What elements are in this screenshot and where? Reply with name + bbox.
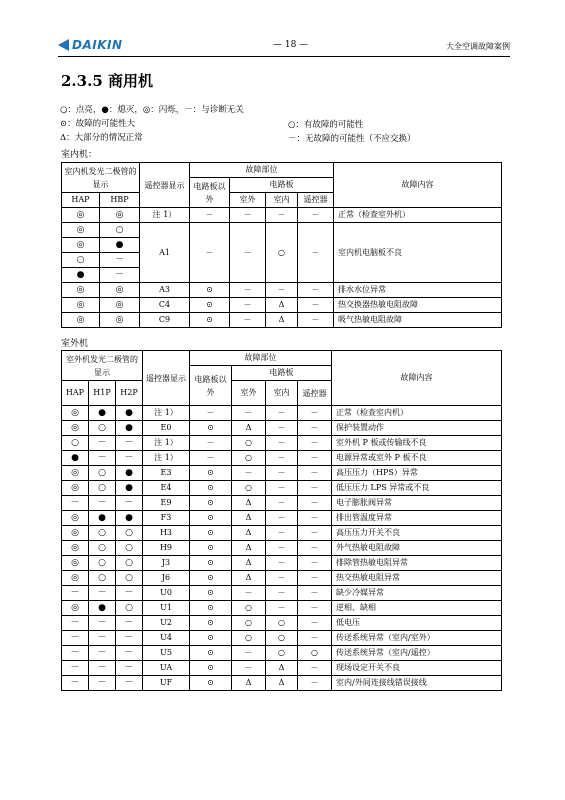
fault-pcb-1-cell: － <box>232 646 266 661</box>
led-hap-cell: ◎ <box>62 571 89 586</box>
led-hap-cell: ◎ <box>62 601 89 616</box>
fault-pcb-3-cell: － <box>298 586 332 601</box>
remote-code-cell: 注 1） <box>143 451 190 466</box>
legend-line-3b: －：无故障的可能性（不应交换） <box>288 134 416 144</box>
remote-code-cell: 注 1） <box>143 406 190 421</box>
fault-pcb-3-cell: － <box>298 481 332 496</box>
remote-code-cell: C4 <box>140 298 190 313</box>
led-h2p-cell: ○ <box>116 571 143 586</box>
fault-description-cell: 正常（检查室外机） <box>334 208 502 223</box>
led-hap-cell: ● <box>62 451 89 466</box>
fault-other-cell: － <box>190 451 232 466</box>
led-h1p-cell: ○ <box>89 466 116 481</box>
remote-code-cell: U0 <box>143 586 190 601</box>
remote-code-cell: U4 <box>143 631 190 646</box>
book-title: 大全空调故障案例 <box>446 42 510 51</box>
remote-code-cell: U5 <box>143 646 190 661</box>
outdoor-h1p-header: H1P <box>89 381 116 406</box>
section-title: 2.3.5 商用机 <box>61 72 153 90</box>
led-hap-cell: － <box>62 631 89 646</box>
indoor-table <box>61 162 502 328</box>
led-hap-cell: ◎ <box>62 238 100 253</box>
indoor-pcb-2-header: 室内 <box>266 193 298 208</box>
fault-pcb-1-cell: Δ <box>232 556 266 571</box>
outdoor-pcb-3-header: 遥控器 <box>298 381 332 406</box>
remote-code-cell: J6 <box>143 571 190 586</box>
led-hap-cell: － <box>62 496 89 511</box>
remote-code-cell: E9 <box>143 496 190 511</box>
legend-line-1: ○：点亮，●：熄灭，◎：闪烁，－：与诊断无关 <box>60 105 244 115</box>
outdoor-remote-header: 遥控器显示 <box>143 351 190 406</box>
fault-other-cell: ⊙ <box>190 511 232 526</box>
led-hbp-cell: ◎ <box>100 208 140 223</box>
fault-pcb-2-cell: ○ <box>266 223 298 283</box>
fault-other-cell: ⊙ <box>190 421 232 436</box>
fault-pcb-2-cell: Δ <box>266 661 298 676</box>
led-h1p-cell: ○ <box>89 481 116 496</box>
table-row <box>62 436 502 451</box>
fault-other-cell: ⊙ <box>190 631 232 646</box>
fault-pcb-1-cell: ○ <box>232 631 266 646</box>
remote-code-cell: J3 <box>143 556 190 571</box>
table-row <box>62 676 502 691</box>
table-row <box>62 208 502 223</box>
fault-pcb-1-cell: － <box>232 661 266 676</box>
fault-pcb-2-cell: ○ <box>266 616 298 631</box>
fault-pcb-2-cell: Δ <box>266 676 298 691</box>
led-hap-cell: ◎ <box>62 208 100 223</box>
led-hap-cell: ◎ <box>62 556 89 571</box>
fault-description-cell: 缺少冷媒异常 <box>332 586 502 601</box>
fault-other-cell: ⊙ <box>190 646 232 661</box>
fault-pcb-1-cell: － <box>230 283 266 298</box>
fault-pcb-2-cell: － <box>266 451 298 466</box>
fault-pcb-1-cell: ○ <box>232 481 266 496</box>
led-h2p-cell: － <box>116 436 143 451</box>
fault-description-cell: 室内机电脑板不良 <box>334 223 502 283</box>
outdoor-h2p-header: H2P <box>116 381 143 406</box>
fault-pcb-2-cell: － <box>266 208 298 223</box>
fault-other-cell: ⊙ <box>190 616 232 631</box>
fault-other-cell: ⊙ <box>190 541 232 556</box>
table-row <box>62 616 502 631</box>
fault-pcb-1-cell: － <box>230 208 266 223</box>
legend-line-2b: ○：有故障的可能性 <box>288 120 364 130</box>
led-h2p-cell: － <box>116 646 143 661</box>
fault-pcb-1-cell: － <box>230 223 266 283</box>
fault-pcb-3-cell: － <box>298 571 332 586</box>
led-h1p-cell: － <box>89 496 116 511</box>
fault-other-cell: ⊙ <box>190 481 232 496</box>
table-row <box>62 571 502 586</box>
fault-pcb-1-cell: ○ <box>232 601 266 616</box>
fault-pcb-3-cell: － <box>298 466 332 481</box>
led-hap-cell: ○ <box>62 253 100 268</box>
fault-pcb-1-cell: － <box>232 406 266 421</box>
remote-code-cell: UA <box>143 661 190 676</box>
led-hap-cell: － <box>62 661 89 676</box>
fault-description-cell: 低压压力 LPS 异常或不良 <box>332 481 502 496</box>
led-hap-cell: ◎ <box>62 421 89 436</box>
table-row <box>62 556 502 571</box>
fault-pcb-3-cell: － <box>298 511 332 526</box>
fault-description-cell: 高压压力（HPS）异常 <box>332 466 502 481</box>
remote-code-cell: E4 <box>143 481 190 496</box>
led-h1p-cell: － <box>89 586 116 601</box>
led-hap-cell: － <box>62 586 89 601</box>
fault-pcb-1-cell: Δ <box>232 511 266 526</box>
logo-text: DAIKIN <box>72 38 123 52</box>
led-hbp-cell: ● <box>100 238 140 253</box>
led-hbp-cell: － <box>100 268 140 283</box>
legend-line-2a: ⊙：故障的可能性大 <box>60 119 136 129</box>
remote-code-cell: C9 <box>140 313 190 328</box>
fault-pcb-2-cell: － <box>266 466 298 481</box>
led-h2p-cell: ○ <box>116 601 143 616</box>
fault-description-cell: 高压压力开关不良 <box>332 526 502 541</box>
fault-pcb-1-cell: － <box>232 586 266 601</box>
led-hap-cell: ◎ <box>62 466 89 481</box>
fault-description-cell: 传送系统异常（室内/室外） <box>332 631 502 646</box>
indoor-fault-part-header: 故障部位 <box>190 163 334 178</box>
fault-description-cell: 排出管温度异常 <box>332 511 502 526</box>
led-h2p-cell: － <box>116 631 143 646</box>
led-hap-cell: － <box>62 616 89 631</box>
led-h1p-cell: － <box>89 451 116 466</box>
remote-code-cell: H3 <box>143 526 190 541</box>
fault-pcb-3-cell: － <box>298 616 332 631</box>
led-h2p-cell: ● <box>116 481 143 496</box>
outdoor-table <box>61 350 502 691</box>
led-h2p-cell: ○ <box>116 526 143 541</box>
led-h1p-cell: ● <box>89 601 116 616</box>
indoor-hap-header: HAP <box>62 193 100 208</box>
led-hbp-cell: ○ <box>100 223 140 238</box>
indoor-caption: 室内机： <box>61 150 98 160</box>
led-h2p-cell: ● <box>116 421 143 436</box>
fault-description-cell: 热交热敏电阻异常 <box>332 571 502 586</box>
led-h1p-cell: ○ <box>89 541 116 556</box>
remote-code-cell: A3 <box>140 283 190 298</box>
daikin-logo <box>58 38 123 52</box>
fault-pcb-2-cell: ○ <box>266 631 298 646</box>
fault-description-cell: 排水水位异常 <box>334 283 502 298</box>
fault-pcb-3-cell: － <box>298 283 334 298</box>
fault-description-cell: 外气热敏电阻故障 <box>332 541 502 556</box>
table-row <box>62 496 502 511</box>
fault-pcb-3-cell: － <box>298 436 332 451</box>
led-h2p-cell: － <box>116 661 143 676</box>
indoor-pcb-3-header: 遥控器 <box>298 193 334 208</box>
table-row <box>62 223 502 238</box>
fault-description-cell: 室外机 P 板或传输线不良 <box>332 436 502 451</box>
daikin-logo-icon <box>58 39 69 51</box>
led-hbp-cell: ◎ <box>100 313 140 328</box>
fault-description-cell: 正常（检查室内机） <box>332 406 502 421</box>
fault-pcb-1-cell: Δ <box>232 541 266 556</box>
led-hap-cell: ○ <box>62 436 89 451</box>
fault-pcb-3-cell: － <box>298 526 332 541</box>
led-h1p-cell: ● <box>89 406 116 421</box>
fault-pcb-3-cell: － <box>298 313 334 328</box>
fault-description-cell: 电子膨胀阀异常 <box>332 496 502 511</box>
table-row <box>62 283 502 298</box>
led-hap-cell: ◎ <box>62 406 89 421</box>
outdoor-led-header: 室外机发光二极管的显示 <box>62 351 143 381</box>
fault-other-cell: － <box>190 208 230 223</box>
fault-other-cell: ⊙ <box>190 313 230 328</box>
fault-pcb-3-cell: － <box>298 406 332 421</box>
led-hap-cell: － <box>62 646 89 661</box>
remote-code-cell: A1 <box>140 223 190 283</box>
fault-other-cell: ⊙ <box>190 571 232 586</box>
fault-other-cell: ⊙ <box>190 556 232 571</box>
fault-pcb-1-cell: － <box>230 313 266 328</box>
outdoor-other-header: 电路板以外 <box>190 366 232 406</box>
table-row <box>62 631 502 646</box>
led-hbp-cell: ◎ <box>100 283 140 298</box>
fault-description-cell: 传送系统异常（室内/遥控） <box>332 646 502 661</box>
remote-code-cell: U2 <box>143 616 190 631</box>
fault-other-cell: ⊙ <box>190 526 232 541</box>
led-h1p-cell: － <box>89 646 116 661</box>
remote-code-cell: H9 <box>143 541 190 556</box>
fault-pcb-3-cell: － <box>298 208 334 223</box>
led-h2p-cell: － <box>116 676 143 691</box>
led-hap-cell: ◎ <box>62 526 89 541</box>
fault-other-cell: － <box>190 223 230 283</box>
fault-pcb-2-cell: － <box>266 283 298 298</box>
indoor-remote-header: 遥控器显示 <box>140 163 190 208</box>
outdoor-pcb-1-header: 室外 <box>232 381 266 406</box>
led-hap-cell: ◎ <box>62 298 100 313</box>
led-h1p-cell: ○ <box>89 421 116 436</box>
fault-pcb-2-cell: Δ <box>266 313 298 328</box>
fault-description-cell: 吸气热敏电阻故障 <box>334 313 502 328</box>
fault-pcb-2-cell: － <box>266 526 298 541</box>
table-row <box>62 466 502 481</box>
led-h1p-cell: ● <box>89 511 116 526</box>
table-row <box>62 586 502 601</box>
fault-pcb-2-cell: － <box>266 511 298 526</box>
led-hap-cell: ◎ <box>62 283 100 298</box>
led-h2p-cell: ● <box>116 406 143 421</box>
remote-code-cell: U1 <box>143 601 190 616</box>
led-hap-cell: ● <box>62 268 100 283</box>
fault-pcb-3-cell: － <box>298 451 332 466</box>
led-hbp-cell: － <box>100 253 140 268</box>
indoor-led-header: 室内机发光二极管的显示 <box>62 163 140 193</box>
led-h2p-cell: － <box>116 496 143 511</box>
led-h2p-cell: － <box>116 451 143 466</box>
fault-pcb-3-cell: － <box>298 541 332 556</box>
fault-pcb-2-cell: － <box>266 586 298 601</box>
led-h1p-cell: － <box>89 631 116 646</box>
fault-pcb-1-cell: － <box>232 466 266 481</box>
fault-pcb-1-cell: － <box>230 298 266 313</box>
indoor-hbp-header: HBP <box>100 193 140 208</box>
fault-description-cell: 排除管热敏电阻异常 <box>332 556 502 571</box>
led-h1p-cell: ○ <box>89 556 116 571</box>
page-number: — 18 — <box>273 40 309 50</box>
fault-pcb-3-cell: － <box>298 631 332 646</box>
table-row <box>62 541 502 556</box>
led-h1p-cell: － <box>89 436 116 451</box>
legend-line-3a: Δ：大部分的情况正常 <box>60 133 143 143</box>
remote-code-cell: E0 <box>143 421 190 436</box>
fault-pcb-3-cell: － <box>298 676 332 691</box>
table-row <box>62 661 502 676</box>
fault-other-cell: ⊙ <box>190 676 232 691</box>
fault-pcb-3-cell: － <box>298 556 332 571</box>
fault-pcb-1-cell: Δ <box>232 571 266 586</box>
fault-pcb-3-cell: － <box>298 223 334 283</box>
fault-description-cell: 室内/外间连接线错误接线 <box>332 676 502 691</box>
fault-other-cell: ⊙ <box>190 283 230 298</box>
indoor-pcb-1-header: 室外 <box>230 193 266 208</box>
outdoor-content-header: 故障内容 <box>332 351 502 406</box>
table-row <box>62 646 502 661</box>
led-h1p-cell: ○ <box>89 571 116 586</box>
fault-pcb-2-cell: － <box>266 406 298 421</box>
fault-description-cell: 逆相、缺相 <box>332 601 502 616</box>
fault-other-cell: ⊙ <box>190 661 232 676</box>
led-h2p-cell: ● <box>116 466 143 481</box>
fault-description-cell: 低电压 <box>332 616 502 631</box>
fault-pcb-2-cell: － <box>266 571 298 586</box>
fault-pcb-2-cell: ○ <box>266 646 298 661</box>
page-header <box>58 38 510 57</box>
remote-code-cell: 注 1） <box>140 208 190 223</box>
fault-other-cell: － <box>190 436 232 451</box>
fault-pcb-3-cell: － <box>298 421 332 436</box>
table-row <box>62 451 502 466</box>
remote-code-cell: F3 <box>143 511 190 526</box>
led-h1p-cell: ○ <box>89 526 116 541</box>
led-hap-cell: － <box>62 676 89 691</box>
fault-pcb-2-cell: － <box>266 436 298 451</box>
fault-pcb-3-cell: － <box>298 496 332 511</box>
table-row <box>62 601 502 616</box>
fault-other-cell: － <box>190 406 232 421</box>
fault-description-cell: 电源异常或室外 P 板不良 <box>332 451 502 466</box>
table-row <box>62 481 502 496</box>
led-h2p-cell: － <box>116 616 143 631</box>
table-row <box>62 421 502 436</box>
fault-pcb-1-cell: ○ <box>232 436 266 451</box>
fault-pcb-3-cell: － <box>298 601 332 616</box>
fault-description-cell: 现场设定开关不良 <box>332 661 502 676</box>
led-hap-cell: ◎ <box>62 223 100 238</box>
led-hap-cell: ◎ <box>62 481 89 496</box>
led-h2p-cell: ○ <box>116 556 143 571</box>
fault-pcb-2-cell: － <box>266 541 298 556</box>
fault-pcb-2-cell: － <box>266 421 298 436</box>
fault-pcb-1-cell: Δ <box>232 496 266 511</box>
fault-pcb-1-cell: ○ <box>232 451 266 466</box>
outdoor-pcb-header: 电路板 <box>232 366 332 381</box>
fault-pcb-3-cell: ○ <box>298 646 332 661</box>
indoor-pcb-header: 电路板 <box>230 178 334 193</box>
fault-pcb-2-cell: － <box>266 496 298 511</box>
led-h2p-cell: － <box>116 586 143 601</box>
fault-pcb-3-cell: － <box>298 661 332 676</box>
fault-pcb-2-cell: － <box>266 601 298 616</box>
fault-pcb-2-cell: － <box>266 556 298 571</box>
fault-other-cell: ⊙ <box>190 601 232 616</box>
fault-description-cell: 热交换器热敏电阻故障 <box>334 298 502 313</box>
fault-other-cell: ⊙ <box>190 466 232 481</box>
table-row <box>62 511 502 526</box>
led-h2p-cell: ○ <box>116 541 143 556</box>
indoor-other-header: 电路板以外 <box>190 178 230 208</box>
fault-pcb-1-cell: Δ <box>232 676 266 691</box>
fault-description-cell: 保护装置动作 <box>332 421 502 436</box>
table-row <box>62 406 502 421</box>
fault-pcb-2-cell: Δ <box>266 298 298 313</box>
fault-other-cell: ⊙ <box>190 298 230 313</box>
led-h1p-cell: － <box>89 676 116 691</box>
led-hap-cell: ◎ <box>62 313 100 328</box>
outdoor-pcb-2-header: 室内 <box>266 381 298 406</box>
outdoor-hap-header: HAP <box>62 381 89 406</box>
fault-other-cell: ⊙ <box>190 586 232 601</box>
fault-pcb-3-cell: － <box>298 298 334 313</box>
remote-code-cell: 注 1） <box>143 436 190 451</box>
table-row <box>62 313 502 328</box>
remote-code-cell: UF <box>143 676 190 691</box>
remote-code-cell: E3 <box>143 466 190 481</box>
fault-other-cell: ⊙ <box>190 496 232 511</box>
indoor-content-header: 故障内容 <box>334 163 502 208</box>
table-row <box>62 298 502 313</box>
fault-pcb-2-cell: － <box>266 481 298 496</box>
led-h1p-cell: － <box>89 616 116 631</box>
led-hap-cell: ◎ <box>62 541 89 556</box>
fault-pcb-1-cell: Δ <box>232 526 266 541</box>
led-hbp-cell: ◎ <box>100 298 140 313</box>
led-h1p-cell: － <box>89 661 116 676</box>
led-h2p-cell: ● <box>116 511 143 526</box>
outdoor-caption: 室外机 <box>61 339 89 349</box>
fault-pcb-1-cell: ○ <box>232 616 266 631</box>
fault-pcb-1-cell: Δ <box>232 421 266 436</box>
led-hap-cell: ◎ <box>62 511 89 526</box>
table-row <box>62 526 502 541</box>
outdoor-fault-part-header: 故障部位 <box>190 351 332 366</box>
